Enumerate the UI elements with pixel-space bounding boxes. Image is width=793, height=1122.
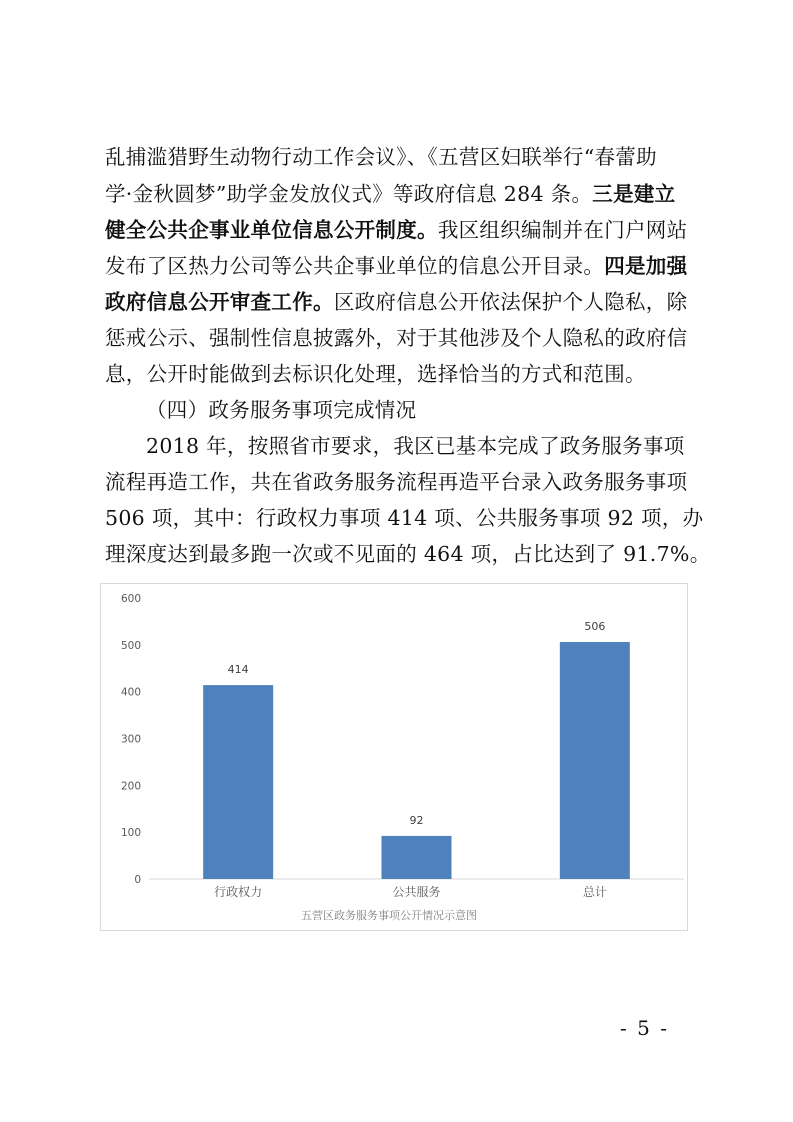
- y-tick-label: 0: [134, 874, 141, 886]
- page-number: - 5 -: [620, 1016, 669, 1040]
- bar-data-label: 506: [584, 620, 606, 634]
- chart-title: 五营区政务服务事项公开情况示意图: [301, 909, 477, 922]
- body-line-7: 息，公开时能做到去标识化处理，选择恰当的方式和范围。: [105, 362, 646, 386]
- body-line-1: 乱捕滥猎野生动物行动工作会议》、《五营区妇联举行“春蕾助: [105, 145, 657, 169]
- y-tick-label: 100: [120, 827, 141, 840]
- bold-point-four-cont: 政府信息公开审查工作。: [105, 290, 334, 314]
- bar: [382, 836, 452, 879]
- bold-point-three: 三是建立: [592, 182, 676, 206]
- x-category-label: 行政权力: [214, 885, 263, 899]
- y-tick-label: 500: [120, 639, 141, 652]
- bar-data-label: 414: [227, 663, 249, 677]
- body-line-9: 2018 年，按照省市要求，我区已基本完成了政务服务事项: [146, 434, 685, 458]
- body-line-5: 政府信息公开审查工作。区政府信息公开依法保护个人隐私，除: [105, 290, 688, 314]
- y-tick-label: 400: [120, 686, 141, 699]
- body-line-2: 学·金秋圆梦”助学金发放仪式》等政府信息 284 条。三是建立: [105, 182, 676, 206]
- bar-chart: [100, 583, 688, 931]
- x-category-label: 总计: [582, 885, 607, 899]
- body-line-3: 健全公共企事业单位信息公开制度。我区组织编制并在门户网站: [105, 218, 688, 242]
- body-line-11: 506 项，其中：行政权力事项 414 项、公共服务事项 92 项，办: [105, 506, 704, 530]
- section-heading: （四）政务服务事项完成情况: [146, 398, 417, 422]
- y-tick-label: 300: [120, 733, 141, 746]
- body-line-4: 发布了区热力公司等公共企事业单位的信息公开目录。四是加强: [105, 254, 688, 278]
- body-line-12: 理深度达到最多跑一次或不见面的 464 项，占比达到了 91.7%。: [105, 542, 711, 566]
- bold-point-three-cont: 健全公共企事业单位信息公开制度。: [105, 218, 438, 242]
- bar: [560, 642, 630, 879]
- body-line-6: 惩戒公示、强制性信息披露外，对于其他涉及个人隐私的政府信: [105, 326, 688, 350]
- y-tick-label: 200: [120, 780, 141, 793]
- bar-chart-svg: [101, 584, 689, 932]
- body-line-10: 流程再造工作，共在省政务服务流程再造平台录入政务服务事项: [105, 470, 688, 494]
- y-tick-label: 600: [120, 593, 141, 605]
- bar: [203, 685, 273, 879]
- bold-point-four: 四是加强: [604, 254, 688, 278]
- bar-data-label: 92: [409, 813, 424, 827]
- x-category-label: 公共服务: [392, 885, 441, 899]
